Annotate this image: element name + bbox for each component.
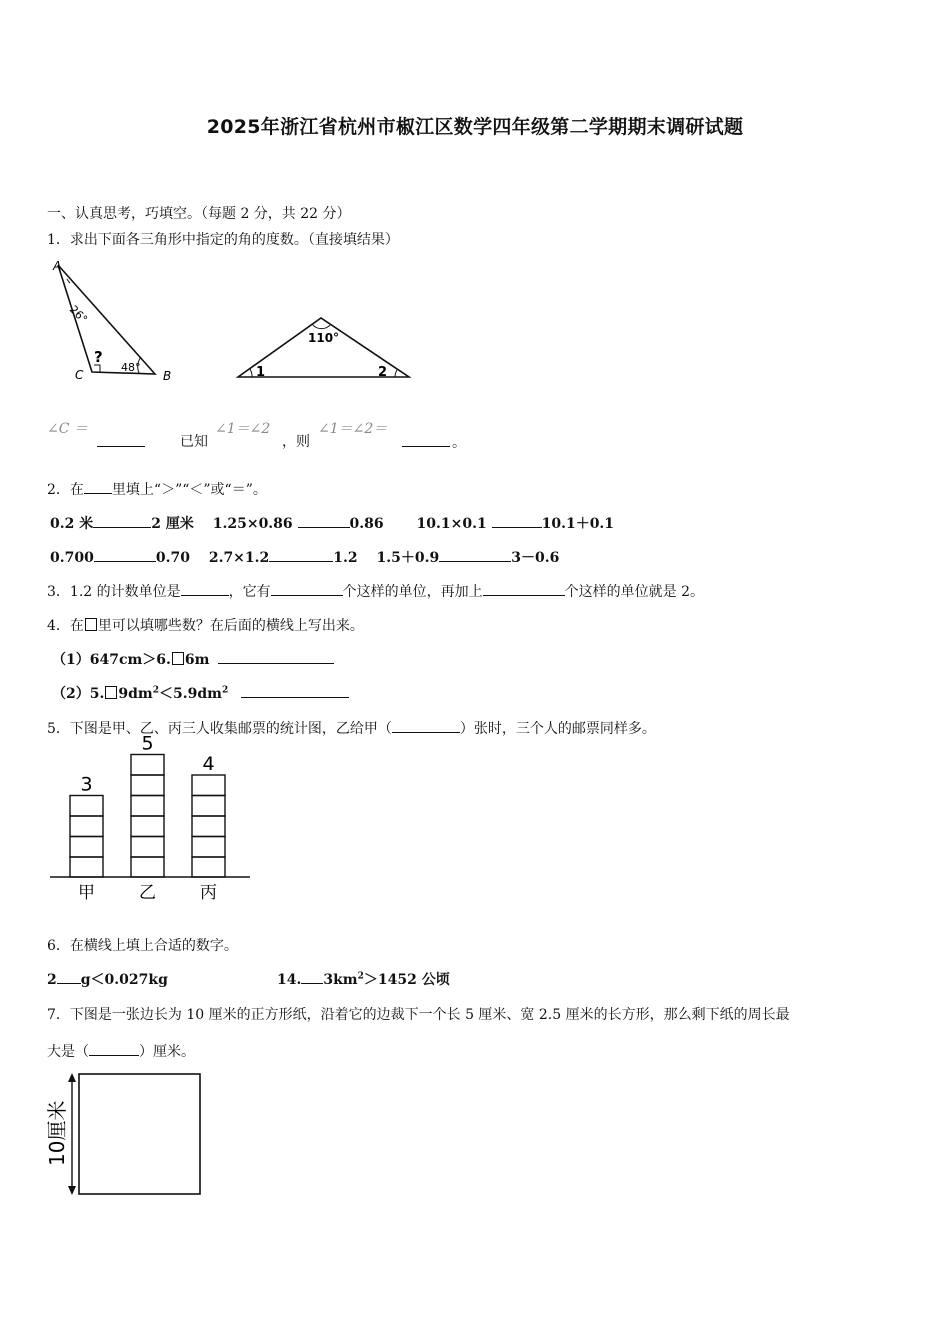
sentence-end: 。 xyxy=(452,435,466,451)
angle-equation: ∠1＝∠2 xyxy=(215,421,271,437)
dimension-label: 10厘米 xyxy=(45,1100,69,1166)
empty-box-icon xyxy=(85,618,97,631)
stamp-box xyxy=(192,816,225,837)
question-1: 1．求出下面各三角形中指定的角的度数。（直接填结果） xyxy=(47,232,399,248)
page-title: 2025年浙江省杭州市椒江区数学四年级第二学期期末调研试题 xyxy=(206,116,744,138)
stamp-box xyxy=(192,775,225,796)
stamp-box xyxy=(70,837,103,858)
compare-row-1: 0.2 米 2 厘米 1.25×0.86 0.86 10.1×0.1 10.1＋0.1 xyxy=(50,516,615,532)
compare-blank[interactable] xyxy=(439,549,511,562)
compare-blank[interactable] xyxy=(269,549,333,562)
angle-1-2-answer-blank[interactable] xyxy=(402,434,450,447)
stamp-box xyxy=(131,755,164,776)
question-4-part-2: （2）5. $9dm^2<5.9dm^2$ xyxy=(52,683,349,703)
angle-c-answer-blank[interactable] xyxy=(97,434,145,447)
stamp-box xyxy=(131,796,164,817)
question-2: 2．在 里填上“＞”“＜”或“＝”。 xyxy=(47,482,267,498)
stamp-box xyxy=(192,796,225,817)
question-6: 6．在横线上填上合适的数字。 xyxy=(47,938,238,954)
vertex-a-label: A xyxy=(53,259,62,273)
compare-blank[interactable] xyxy=(298,515,350,528)
question-4: 4．在 里可以填哪些数？在后面的横线上写出来。 xyxy=(47,618,364,634)
triangle-figure-2 xyxy=(232,312,417,384)
square-paper xyxy=(79,1074,200,1194)
count-blank[interactable] xyxy=(271,583,343,596)
compare-blank[interactable] xyxy=(93,515,151,528)
category-label: 乙 xyxy=(139,883,156,903)
top-angle-label: 110° xyxy=(308,331,340,345)
bar-甲 xyxy=(70,796,103,878)
angle-b-label: 48° xyxy=(121,361,141,374)
stamp-box xyxy=(192,837,225,858)
angle-1-label: 1 xyxy=(256,365,266,380)
answer-blank[interactable] xyxy=(89,1043,139,1056)
section-heading: 一、认真思考，巧填空。（每题 2 分，共 22 分） xyxy=(47,206,351,222)
then-label: ，则 xyxy=(282,434,310,450)
bar-乙 xyxy=(131,755,164,878)
unit-blank[interactable] xyxy=(181,583,229,596)
empty-box-icon xyxy=(172,652,184,665)
stamp-box xyxy=(131,775,164,796)
answer-blank[interactable] xyxy=(218,651,334,664)
stamp-box xyxy=(131,816,164,837)
answer-blank[interactable] xyxy=(241,685,349,698)
stamp-box xyxy=(131,837,164,858)
arrow-up-icon xyxy=(68,1073,76,1082)
arrow-down-icon xyxy=(68,1186,76,1195)
bar-value-label: 4 xyxy=(202,753,215,775)
empty-box-icon xyxy=(105,686,117,699)
stamp-box xyxy=(70,816,103,837)
question-4-part-1: （1）647cm＞6. 6m xyxy=(52,649,334,669)
question-7-cont: 大是（ ）厘米。 xyxy=(47,1044,195,1060)
compare-blank[interactable] xyxy=(94,549,156,562)
compare-blank[interactable] xyxy=(492,515,542,528)
angle-a-label: 26° xyxy=(66,302,90,326)
answer-blank[interactable] xyxy=(392,720,460,733)
question-3: 3．1.2 的计数单位是 ，它有 个这样的单位，再加上 个这样的单位就是 2。 xyxy=(47,584,704,600)
square-paper-figure xyxy=(42,1068,207,1200)
bar-value-label: 5 xyxy=(141,732,154,755)
question-6-part-2: 14. $3km^2>1452$ 公顷 xyxy=(277,971,450,988)
compare-row-2: 0.700 0.70 2.7×1.2 1.2 1.5＋0.9 3－0.6 xyxy=(50,550,560,566)
question-5: 5．下图是甲、乙、丙三人收集邮票的统计图，乙给甲（ ）张时，三个人的邮票同样多。 xyxy=(47,721,656,737)
bar-丙 xyxy=(192,775,225,877)
category-label: 甲 xyxy=(78,883,95,903)
example-blank xyxy=(84,481,112,494)
angle-c-prompt: ∠C ＝ xyxy=(47,421,88,437)
vertex-c-label: C xyxy=(75,368,84,382)
category-label: 丙 xyxy=(200,883,217,903)
stamp-box xyxy=(131,857,164,877)
digit-blank[interactable] xyxy=(301,971,323,984)
unknown-angle-label: ? xyxy=(94,348,103,366)
angle-2-label: 2 xyxy=(378,365,388,380)
bar-value-label: 3 xyxy=(80,773,93,796)
triangle-figure-1 xyxy=(45,255,185,390)
digit-blank[interactable] xyxy=(57,971,81,984)
stamp-box xyxy=(192,857,225,877)
known-label: 已知 xyxy=(180,434,208,450)
question-7: 7．下图是一张边长为 10 厘米的正方形纸，沿着它的边裁下一个长 5 厘米、宽 2.5 厘米的长方形，那么剩下纸的周长最 xyxy=(47,1007,790,1023)
stamp-box xyxy=(70,796,103,817)
angle-question: ∠1＝∠2＝ xyxy=(318,421,388,437)
vertex-b-label: B xyxy=(163,369,172,383)
question-6-part-1: 2 g＜0.027kg xyxy=(47,972,168,988)
add-count-blank[interactable] xyxy=(483,583,565,596)
stamp-chart xyxy=(45,732,260,910)
stamp-box xyxy=(70,857,103,877)
